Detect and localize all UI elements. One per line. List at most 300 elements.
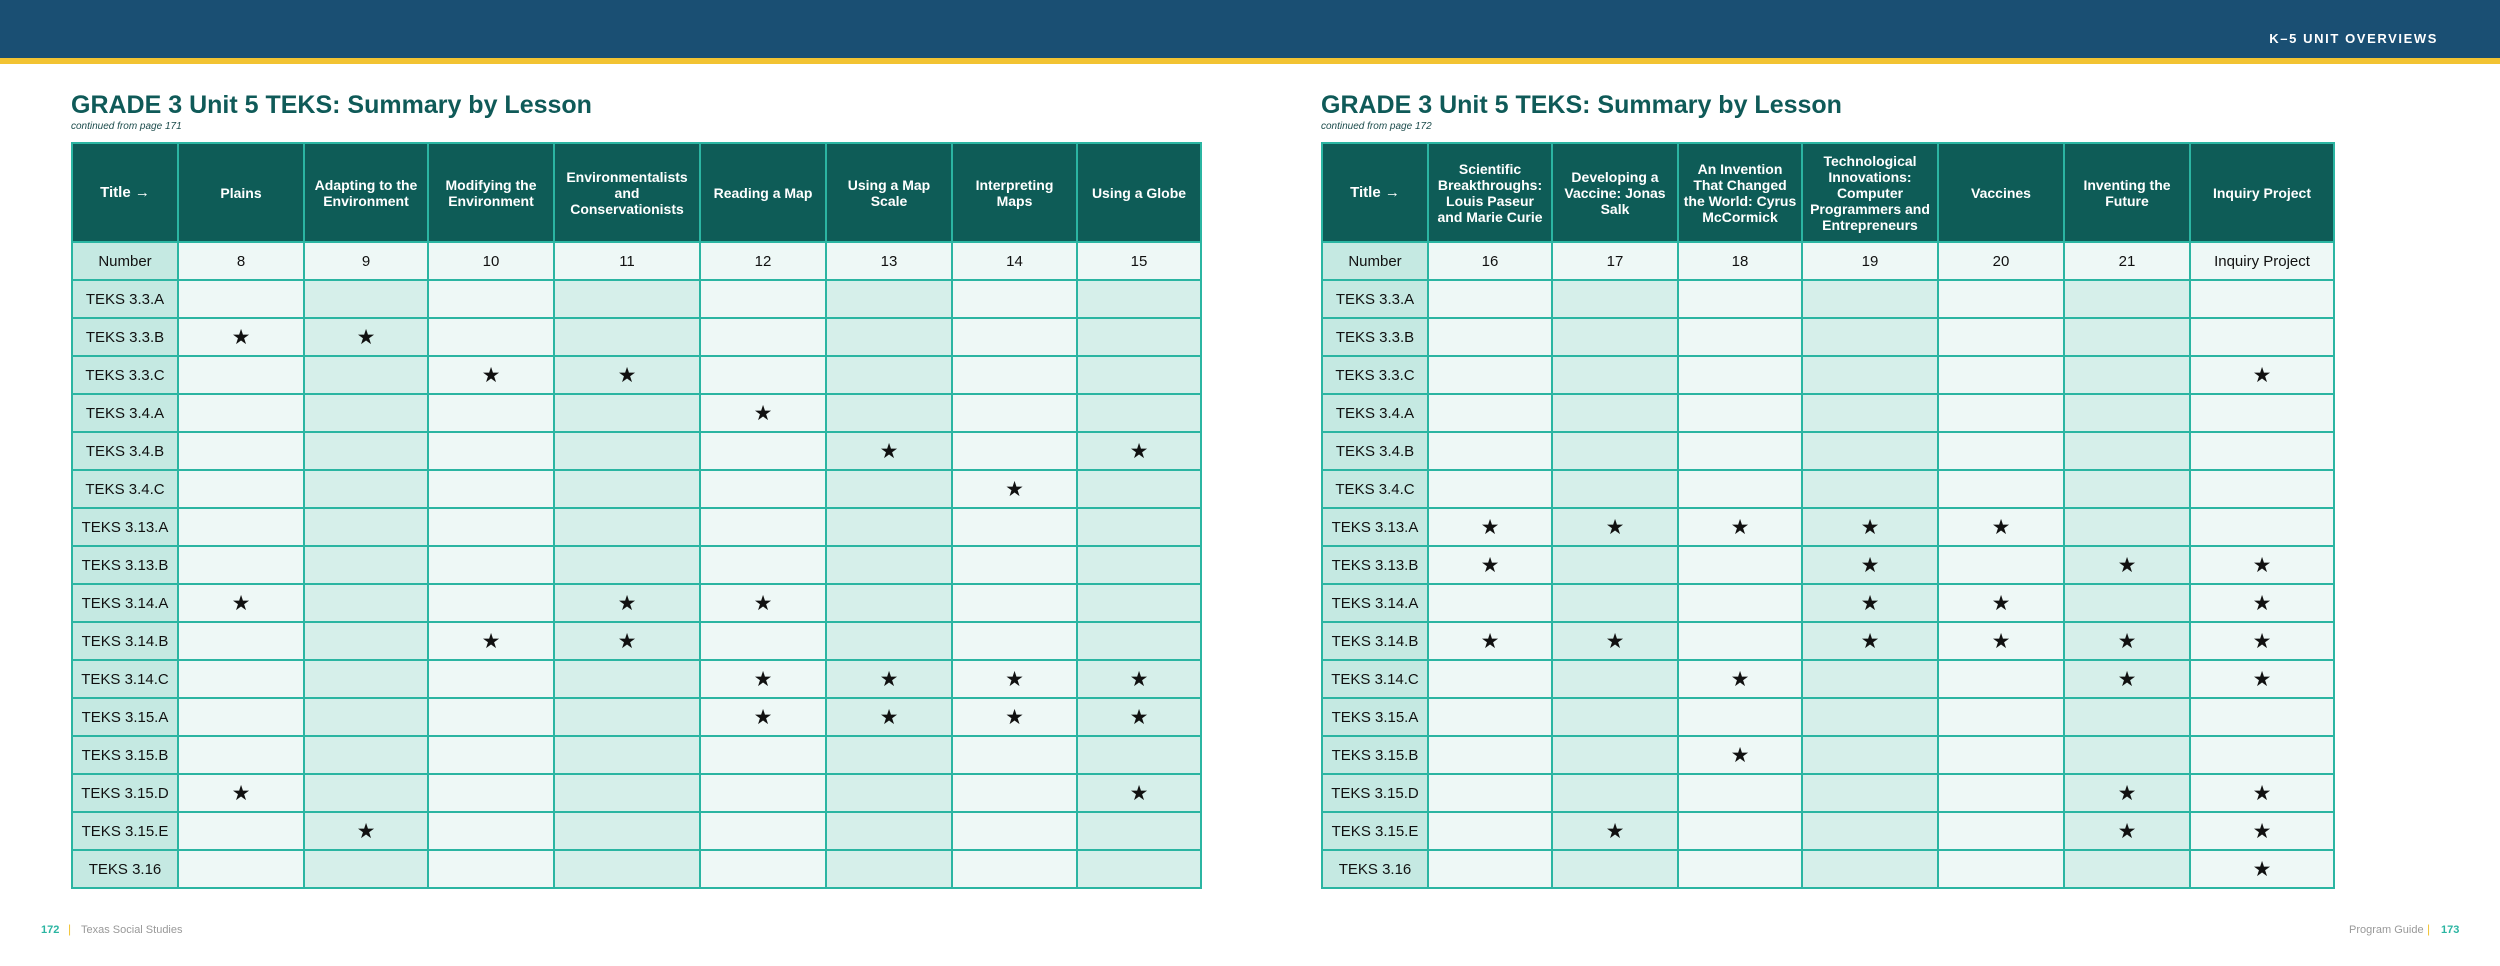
star-icon: ★ (753, 705, 773, 729)
alignment-cell (428, 736, 554, 774)
teks-row (72, 394, 1201, 432)
alignment-cell (178, 736, 304, 774)
teks-standard-label: TEKS 3.15.B (1322, 736, 1428, 774)
star-icon: ★ (1730, 515, 1750, 539)
alignment-cell (428, 432, 554, 470)
alignment-cell (1678, 774, 1802, 812)
alignment-cell (554, 356, 700, 394)
alignment-cell (554, 736, 700, 774)
star-icon: ★ (753, 667, 773, 691)
alignment-cell (2190, 774, 2334, 812)
alignment-cell (1938, 508, 2064, 546)
alignment-cell (304, 774, 428, 812)
lesson-title-header: Interpreting Maps (952, 143, 1077, 242)
star-icon: ★ (1605, 819, 1625, 843)
alignment-cell (178, 432, 304, 470)
lesson-number-row (1322, 242, 2334, 280)
alignment-cell (826, 774, 952, 812)
top-banner (0, 0, 2500, 58)
teks-standard-label: TEKS 3.15.E (72, 812, 178, 850)
star-icon: ★ (2252, 363, 2272, 387)
teks-row (1322, 318, 2334, 356)
star-icon: ★ (617, 591, 637, 615)
alignment-cell (178, 698, 304, 736)
lesson-number-cell: 21 (2064, 242, 2190, 280)
table-header-row (72, 143, 1201, 242)
alignment-cell (428, 698, 554, 736)
alignment-cell (2064, 318, 2190, 356)
alignment-cell (952, 546, 1077, 584)
alignment-cell (1428, 622, 1552, 660)
alignment-cell (826, 584, 952, 622)
alignment-cell (700, 546, 826, 584)
alignment-cell (1678, 470, 1802, 508)
lesson-number-cell: 20 (1938, 242, 2064, 280)
teks-standard-label: TEKS 3.4.C (1322, 470, 1428, 508)
teks-standard-label: TEKS 3.14.A (1322, 584, 1428, 622)
star-icon: ★ (2117, 553, 2137, 577)
alignment-cell (554, 850, 700, 888)
alignment-cell (2190, 394, 2334, 432)
alignment-cell (826, 660, 952, 698)
star-icon: ★ (481, 363, 501, 387)
alignment-cell (1938, 774, 2064, 812)
lesson-number-cell: 9 (304, 242, 428, 280)
alignment-cell (700, 850, 826, 888)
title-column-header: Title → (1322, 143, 1428, 242)
teks-row (72, 470, 1201, 508)
alignment-cell (700, 432, 826, 470)
alignment-cell (1077, 546, 1201, 584)
alignment-cell (428, 774, 554, 812)
star-icon: ★ (2117, 781, 2137, 805)
alignment-cell (304, 736, 428, 774)
star-icon: ★ (231, 781, 251, 805)
alignment-cell (178, 774, 304, 812)
star-icon: ★ (1129, 705, 1149, 729)
teks-row (1322, 622, 2334, 660)
teks-row (1322, 356, 2334, 394)
star-icon: ★ (1860, 629, 1880, 653)
alignment-cell (952, 698, 1077, 736)
alignment-cell (1552, 280, 1678, 318)
teks-row (72, 280, 1201, 318)
alignment-cell (1802, 812, 1938, 850)
alignment-cell (2190, 318, 2334, 356)
star-icon: ★ (2252, 857, 2272, 881)
alignment-cell (2064, 850, 2190, 888)
alignment-cell (826, 622, 952, 660)
star-icon: ★ (1730, 667, 1750, 691)
star-icon: ★ (753, 591, 773, 615)
alignment-cell (2064, 584, 2190, 622)
alignment-cell (700, 622, 826, 660)
alignment-cell (700, 812, 826, 850)
teks-standard-label: TEKS 3.4.A (72, 394, 178, 432)
lesson-title-header: Using a Globe (1077, 143, 1201, 242)
left-page-number: 172 (41, 924, 60, 936)
star-icon: ★ (2252, 819, 2272, 843)
star-icon: ★ (2117, 819, 2137, 843)
alignment-cell (1077, 622, 1201, 660)
star-icon: ★ (1605, 629, 1625, 653)
alignment-cell (1428, 470, 1552, 508)
alignment-cell (700, 736, 826, 774)
alignment-cell (952, 470, 1077, 508)
alignment-cell (1077, 660, 1201, 698)
alignment-cell (1552, 622, 1678, 660)
teks-standard-label: TEKS 3.15.D (1322, 774, 1428, 812)
alignment-cell (554, 812, 700, 850)
star-icon: ★ (1860, 553, 1880, 577)
lesson-number-cell: 14 (952, 242, 1077, 280)
alignment-cell (428, 546, 554, 584)
alignment-cell (952, 660, 1077, 698)
alignment-cell (1802, 660, 1938, 698)
alignment-cell (952, 584, 1077, 622)
alignment-cell (1552, 508, 1678, 546)
star-icon: ★ (1129, 667, 1149, 691)
alignment-cell (1938, 470, 2064, 508)
alignment-cell (554, 660, 700, 698)
alignment-cell (428, 394, 554, 432)
star-icon: ★ (879, 439, 899, 463)
alignment-cell (1428, 774, 1552, 812)
star-icon: ★ (2252, 629, 2272, 653)
alignment-cell (1428, 850, 1552, 888)
lesson-title-header: Adapting to the Environment (304, 143, 428, 242)
alignment-cell (1938, 584, 2064, 622)
alignment-cell (304, 318, 428, 356)
alignment-cell (1428, 812, 1552, 850)
star-icon: ★ (1005, 477, 1024, 501)
teks-standard-label: TEKS 3.3.B (1322, 318, 1428, 356)
footer-divider-right: | (2427, 922, 2431, 936)
alignment-cell (1678, 660, 1802, 698)
alignment-cell (1938, 660, 2064, 698)
alignment-cell (1077, 812, 1201, 850)
alignment-cell (1678, 546, 1802, 584)
star-icon: ★ (1129, 781, 1149, 805)
teks-row (72, 508, 1201, 546)
alignment-cell (1802, 546, 1938, 584)
alignment-cell (952, 318, 1077, 356)
alignment-cell (1428, 546, 1552, 584)
lesson-title-header: Scientific Breakthroughs: Louis Paseur and Marie Curie (1428, 143, 1552, 242)
alignment-cell (1077, 394, 1201, 432)
alignment-cell (178, 660, 304, 698)
alignment-cell (952, 280, 1077, 318)
alignment-cell (1077, 280, 1201, 318)
alignment-cell (304, 698, 428, 736)
alignment-cell (1938, 812, 2064, 850)
alignment-cell (178, 622, 304, 660)
alignment-cell (2190, 546, 2334, 584)
star-icon: ★ (1005, 667, 1024, 691)
teks-standard-label: TEKS 3.15.A (1322, 698, 1428, 736)
left-continued-note: continued from page 171 (71, 121, 182, 132)
alignment-cell (2064, 508, 2190, 546)
alignment-cell (1077, 432, 1201, 470)
alignment-cell (304, 280, 428, 318)
alignment-cell (428, 318, 554, 356)
alignment-cell (178, 356, 304, 394)
teks-row (72, 812, 1201, 850)
star-icon: ★ (1991, 591, 2011, 615)
star-icon: ★ (1860, 515, 1880, 539)
lesson-number-cell: 15 (1077, 242, 1201, 280)
lesson-title-header: Reading a Map (700, 143, 826, 242)
alignment-cell (1552, 432, 1678, 470)
star-icon: ★ (2252, 667, 2272, 691)
alignment-cell (952, 812, 1077, 850)
lesson-title-header: Developing a Vaccine: Jonas Salk (1552, 143, 1678, 242)
alignment-cell (1428, 660, 1552, 698)
alignment-cell (1802, 356, 1938, 394)
star-icon: ★ (356, 325, 376, 349)
alignment-cell (2190, 280, 2334, 318)
alignment-cell (826, 812, 952, 850)
alignment-cell (1802, 736, 1938, 774)
alignment-cell (826, 318, 952, 356)
alignment-cell (1428, 432, 1552, 470)
alignment-cell (1552, 546, 1678, 584)
star-icon: ★ (617, 629, 637, 653)
alignment-cell (1077, 584, 1201, 622)
teks-row (1322, 470, 2334, 508)
teks-row (1322, 280, 2334, 318)
lesson-number-cell: 13 (826, 242, 952, 280)
alignment-cell (1552, 774, 1678, 812)
teks-row (72, 660, 1201, 698)
alignment-cell (304, 812, 428, 850)
banner-accent-stripe (0, 58, 2500, 64)
alignment-cell (304, 432, 428, 470)
teks-row (72, 584, 1201, 622)
teks-standard-label: TEKS 3.14.B (1322, 622, 1428, 660)
alignment-cell (700, 470, 826, 508)
alignment-cell (2190, 584, 2334, 622)
alignment-cell (2064, 774, 2190, 812)
alignment-cell (2190, 432, 2334, 470)
alignment-cell (1428, 356, 1552, 394)
alignment-cell (1552, 850, 1678, 888)
alignment-cell (2190, 356, 2334, 394)
teks-standard-label: TEKS 3.14.B (72, 622, 178, 660)
alignment-cell (2064, 394, 2190, 432)
right-footer-text: Program Guide (2349, 924, 2424, 936)
teks-standard-label: TEKS 3.13.B (72, 546, 178, 584)
alignment-cell (1802, 280, 1938, 318)
alignment-cell (1802, 432, 1938, 470)
teks-row (72, 622, 1201, 660)
star-icon: ★ (231, 325, 251, 349)
alignment-cell (826, 508, 952, 546)
teks-standard-label: TEKS 3.3.C (72, 356, 178, 394)
teks-row (1322, 546, 2334, 584)
alignment-cell (2064, 470, 2190, 508)
alignment-cell (1077, 318, 1201, 356)
alignment-cell (428, 280, 554, 318)
alignment-cell (304, 394, 428, 432)
teks-standard-label: TEKS 3.13.B (1322, 546, 1428, 584)
alignment-cell (2064, 356, 2190, 394)
alignment-cell (178, 280, 304, 318)
alignment-cell (304, 508, 428, 546)
lesson-number-row (72, 242, 1201, 280)
alignment-cell (1938, 736, 2064, 774)
alignment-cell (2064, 622, 2190, 660)
alignment-cell (554, 470, 700, 508)
alignment-cell (1077, 698, 1201, 736)
left-page-title: GRADE 3 Unit 5 TEKS: Summary by Lesson (71, 91, 592, 119)
teks-standard-label: TEKS 3.15.E (1322, 812, 1428, 850)
alignment-cell (178, 546, 304, 584)
alignment-cell (1802, 850, 1938, 888)
teks-row (72, 850, 1201, 888)
teks-row (1322, 660, 2334, 698)
alignment-cell (178, 394, 304, 432)
teks-row (72, 546, 1201, 584)
alignment-cell (1938, 432, 2064, 470)
alignment-cell (1802, 394, 1938, 432)
alignment-cell (2190, 736, 2334, 774)
alignment-cell (178, 318, 304, 356)
alignment-cell (1678, 736, 1802, 774)
alignment-cell (700, 356, 826, 394)
star-icon: ★ (2117, 667, 2137, 691)
alignment-cell (952, 356, 1077, 394)
alignment-cell (952, 394, 1077, 432)
table-header-row (1322, 143, 2334, 242)
teks-standard-label: TEKS 3.4.B (1322, 432, 1428, 470)
teks-row (72, 318, 1201, 356)
alignment-cell (1678, 280, 1802, 318)
alignment-cell (2064, 698, 2190, 736)
alignment-cell (554, 622, 700, 660)
alignment-cell (1428, 394, 1552, 432)
alignment-cell (1552, 698, 1678, 736)
alignment-cell (1938, 280, 2064, 318)
alignment-cell (1938, 356, 2064, 394)
alignment-cell (826, 394, 952, 432)
alignment-cell (1802, 622, 1938, 660)
alignment-cell (1552, 394, 1678, 432)
star-icon: ★ (753, 401, 773, 425)
alignment-cell (2190, 660, 2334, 698)
teks-row (1322, 850, 2334, 888)
lesson-title-header: Modifying the Environment (428, 143, 554, 242)
alignment-cell (554, 394, 700, 432)
alignment-cell (2190, 508, 2334, 546)
alignment-cell (178, 584, 304, 622)
teks-standard-label: TEKS 3.15.B (72, 736, 178, 774)
star-icon: ★ (1005, 705, 1024, 729)
alignment-cell (826, 736, 952, 774)
alignment-cell (304, 660, 428, 698)
section-header-label: K–5 UNIT OVERVIEWS (2269, 31, 2438, 46)
alignment-cell (1077, 774, 1201, 812)
alignment-cell (554, 698, 700, 736)
lesson-number-cell: 18 (1678, 242, 1802, 280)
alignment-cell (952, 774, 1077, 812)
star-icon: ★ (879, 667, 899, 691)
lesson-number-cell: 10 (428, 242, 554, 280)
teks-standard-label: TEKS 3.4.B (72, 432, 178, 470)
star-icon: ★ (1480, 515, 1500, 539)
left-teks-table (71, 142, 1202, 889)
alignment-cell (554, 280, 700, 318)
alignment-cell (1077, 850, 1201, 888)
lesson-number-cell: Inquiry Project (2190, 242, 2334, 280)
alignment-cell (1678, 812, 1802, 850)
teks-row (1322, 698, 2334, 736)
alignment-cell (428, 356, 554, 394)
lesson-number-cell: 8 (178, 242, 304, 280)
alignment-cell (952, 508, 1077, 546)
teks-row (72, 736, 1201, 774)
alignment-cell (1552, 812, 1678, 850)
alignment-cell (1938, 850, 2064, 888)
alignment-cell (700, 774, 826, 812)
alignment-cell (700, 508, 826, 546)
alignment-cell (1428, 736, 1552, 774)
teks-standard-label: TEKS 3.14.C (1322, 660, 1428, 698)
alignment-cell (1678, 622, 1802, 660)
alignment-cell (1678, 432, 1802, 470)
alignment-cell (1428, 280, 1552, 318)
teks-row (1322, 394, 2334, 432)
alignment-cell (1552, 470, 1678, 508)
alignment-cell (428, 584, 554, 622)
teks-row (1322, 774, 2334, 812)
lesson-title-header: Inventing the Future (2064, 143, 2190, 242)
star-icon: ★ (1991, 629, 2011, 653)
alignment-cell (1802, 470, 1938, 508)
alignment-cell (2064, 280, 2190, 318)
teks-standard-label: TEKS 3.16 (1322, 850, 1428, 888)
alignment-cell (428, 850, 554, 888)
star-icon: ★ (356, 819, 376, 843)
alignment-cell (700, 280, 826, 318)
alignment-cell (178, 812, 304, 850)
teks-standard-label: TEKS 3.15.D (72, 774, 178, 812)
alignment-cell (826, 280, 952, 318)
teks-row (72, 774, 1201, 812)
alignment-cell (1678, 698, 1802, 736)
alignment-cell (1428, 698, 1552, 736)
right-teks-table (1321, 142, 2335, 889)
star-icon: ★ (2252, 553, 2272, 577)
alignment-cell (554, 774, 700, 812)
teks-standard-label: TEKS 3.4.A (1322, 394, 1428, 432)
star-icon: ★ (879, 705, 899, 729)
alignment-cell (304, 850, 428, 888)
alignment-cell (700, 394, 826, 432)
alignment-cell (554, 432, 700, 470)
lesson-number-cell: 12 (700, 242, 826, 280)
alignment-cell (554, 508, 700, 546)
teks-row (1322, 432, 2334, 470)
teks-standard-label: TEKS 3.3.A (1322, 280, 1428, 318)
alignment-cell (952, 850, 1077, 888)
star-icon: ★ (1991, 515, 2011, 539)
teks-row (72, 432, 1201, 470)
teks-standard-label: TEKS 3.13.A (72, 508, 178, 546)
alignment-cell (428, 622, 554, 660)
alignment-cell (304, 546, 428, 584)
alignment-cell (1428, 508, 1552, 546)
